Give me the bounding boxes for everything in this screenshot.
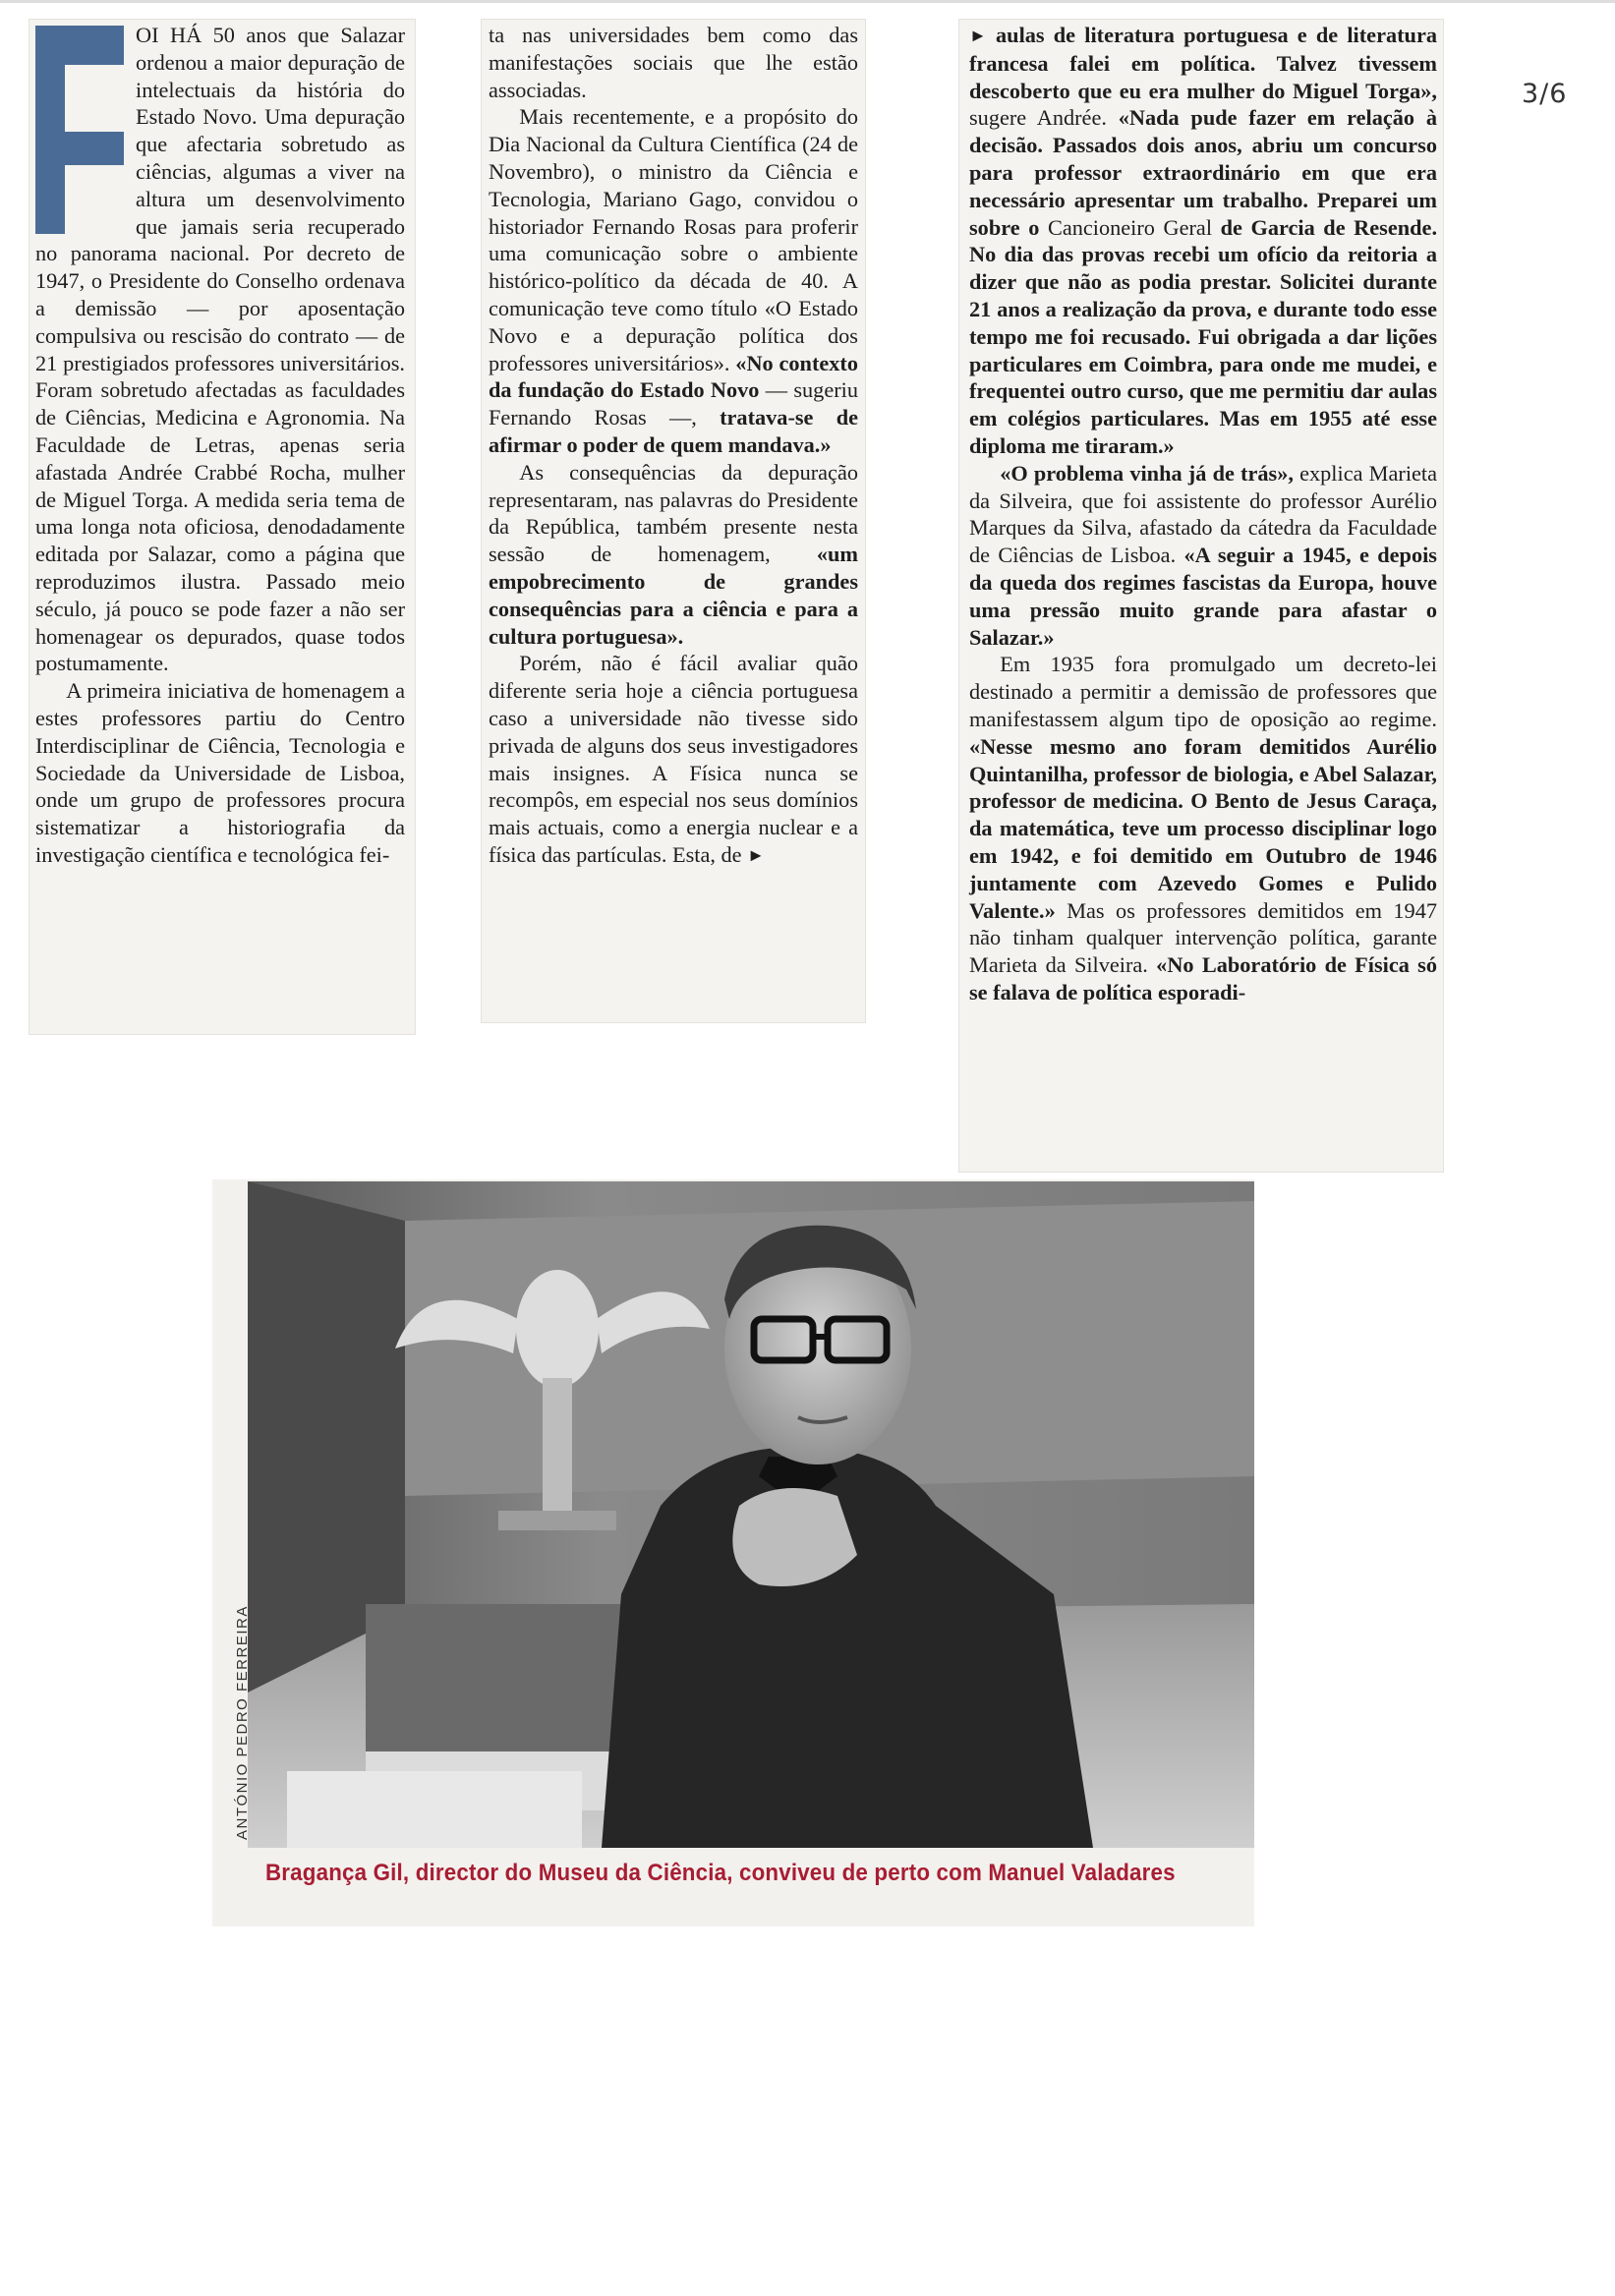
page-number: 3/6	[1522, 79, 1568, 109]
col2-paragraph-3	[489, 459, 858, 651]
col3-p1-quote-a: aulas de literatura portuguesa e de literatura francesa falei em política. Talvez tivessem descoberto que eu era mulher do Miguel Torga»,	[969, 23, 1437, 103]
article-column-3	[969, 22, 1437, 1006]
article-column-2	[489, 22, 858, 870]
col2-p2-quote-b: tratava-se de afirmar o poder de quem mandava.»	[489, 405, 858, 457]
col3-p1-attribution: sugere Andrée.	[969, 105, 1107, 131]
col3-p3-text-b: Mas os professores demitidos em 1947 não tinham qualquer intervenção política, garante Marieta da Silveira.	[969, 897, 1437, 978]
continue-arrow-icon: ►	[747, 844, 765, 865]
col3-paragraph-1	[969, 22, 1437, 460]
col2-p2-attribution: — sugeriu Fernando Rosas —,	[489, 377, 858, 430]
col2-paragraph-2	[489, 103, 858, 458]
col1-paragraph-1: OI HÁ 50 anos que Salazar ordenou a maior depuração de intelectuais da história do Estado Novo. Uma depuração que afectaria sobretudo as ciências, algumas a viver na altura um desenvolvimento que jamais seria recuperado no panorama nacional. Por decreto de 1947, o Presidente do Conselho ordenava a demissão — por aposentação compulsiva ou rescisão do contrato — de 21 prestigiados professores universitários. Foram sobretudo afectadas as faculdades de Ciências, Medicina e Agronomia. Na Faculdade de Letras, apenas seria afastada Andrée Crabbé Rocha, mulher de Miguel Torga. A medida seria tema de uma longa nota oficiosa, denodadamente editada por Salazar, como a página que reproduzimos ilustra. Passado meio século, já pouco se pode fazer a não ser homenagear os depurados, quase todos postumamente.	[35, 23, 405, 676]
col2-p2-text: Mais recentemente, e a propósito do Dia Nacional da Cultura Científica (24 de Novembro), o ministro da Ciência e Tecnologia, Mariano Gago, convidou o historiador Fernando Rosas para proferir uma comunicação sobre o ambiente histórico-político da década de 40. A comunicação teve como título «O Estado Novo e a depuração política dos professores universitários».	[489, 104, 858, 375]
col2-p3-quote: «um empobrecimento de grandes consequências para a ciência e para a cultura portuguesa».	[489, 542, 858, 649]
article-column-1	[35, 22, 405, 869]
drop-cap	[35, 26, 124, 234]
portrait-photo	[248, 1181, 1254, 1848]
col3-paragraph-2	[969, 460, 1437, 652]
col3-p1-quote-b: «Nada pude fazer em relação à decisão. Passados dois anos, abriu um concurso para professor extraordinário em que era necessário apresentar um trabalho. Preparei um sobre o	[969, 105, 1437, 240]
col3-p3-text-a: Em 1935 fora promulgado um decreto-lei destinado a permitir a demissão de professores que manifestassem algum tipo de oposição ao regime.	[969, 652, 1437, 731]
col2-p2-quote-a: «No contexto da fundação do Estado Novo	[489, 350, 859, 403]
photo-caption: Bragança Gil, director do Museu da Ciência, conviveu de perto com Manuel Valadares	[265, 1860, 1176, 1886]
col3-p3-quote-a: «Nesse mesmo ano foram demitidos Aurélio Quintanilha, professor de biologia, e Abel Salazar, professor de medicina. O Bento de Jesus Caraça, da matemática, teve um processo disciplinar logo em 1942, e foi demitido em Outubro de 1946 juntamente com Azevedo Gomes e Pulido Valente.»	[969, 733, 1437, 923]
col2-paragraph-1: ta nas universidades bem como das manifestações sociais que lhe estão associadas.	[489, 23, 858, 102]
col2-p3-text: As consequências da depuração representaram, nas palavras do Presidente da República, também presente nesta sessão de homenagem,	[489, 459, 858, 567]
col3-p2-quote-b: «A seguir a 1945, e depois da queda dos regimes fascistas da Europa, houve uma pressão muito grande para afastar o Salazar.»	[969, 543, 1437, 650]
scan-edge	[0, 0, 1615, 3]
lead-arrow-icon: ►	[969, 26, 987, 45]
col3-p1-quote-c: de Garcia de Resende. No dia das provas recebi um ofício da reitoria a dizer que não as podia prestar. Solicitei durante 21 anos a realização da prova, e durante todo esse tempo me foi recusado. Fui obrigada a dar lições particulares em Coimbra, para onde me mudei, e frequentei outro curso, que me permitiu dar aulas em colégios particulares. Mas em 1955 até esse diploma me tiraram.»	[969, 214, 1438, 458]
col3-p3-quote-b: «No Laboratório de Física só se falava de política esporadi-	[969, 952, 1437, 1004]
col2-p4-text: Porém, não é fácil avaliar quão diferente seria hoje a ciência portuguesa caso a universidade não tivesse sido privada de alguns dos seus investigadores mais insignes. A Física nunca se recompôs, em especial nos seus domínios mais actuais, como a energia nuclear e a física das partículas. Esta, de	[489, 651, 858, 867]
col2-paragraph-4	[489, 650, 858, 869]
photo-credit: ANTÓNIO PEDRO FERREIRA	[234, 1605, 251, 1840]
col3-p2-quote-a: «O problema vinha já de trás»,	[1000, 460, 1294, 486]
photo-illustration	[248, 1181, 1254, 1848]
col3-paragraph-3	[969, 651, 1437, 1005]
col1-paragraph-2: A primeira iniciativa de homenagem a estes professores partiu do Centro Interdisciplinar de Ciência, Tecnologia e Sociedade da Universidade de Lisboa, onde um grupo de professores procura sistematizar a historiografia da investigação científica e tecnológica fei-	[35, 678, 405, 867]
col3-p1-title: Cancioneiro Geral	[1047, 214, 1213, 240]
col3-p2-text: explica Marieta da Silveira, que foi assistente do professor Aurélio Marques da Silva, afastado da cátedra da Faculdade de Ciências de Lisboa.	[969, 460, 1437, 568]
